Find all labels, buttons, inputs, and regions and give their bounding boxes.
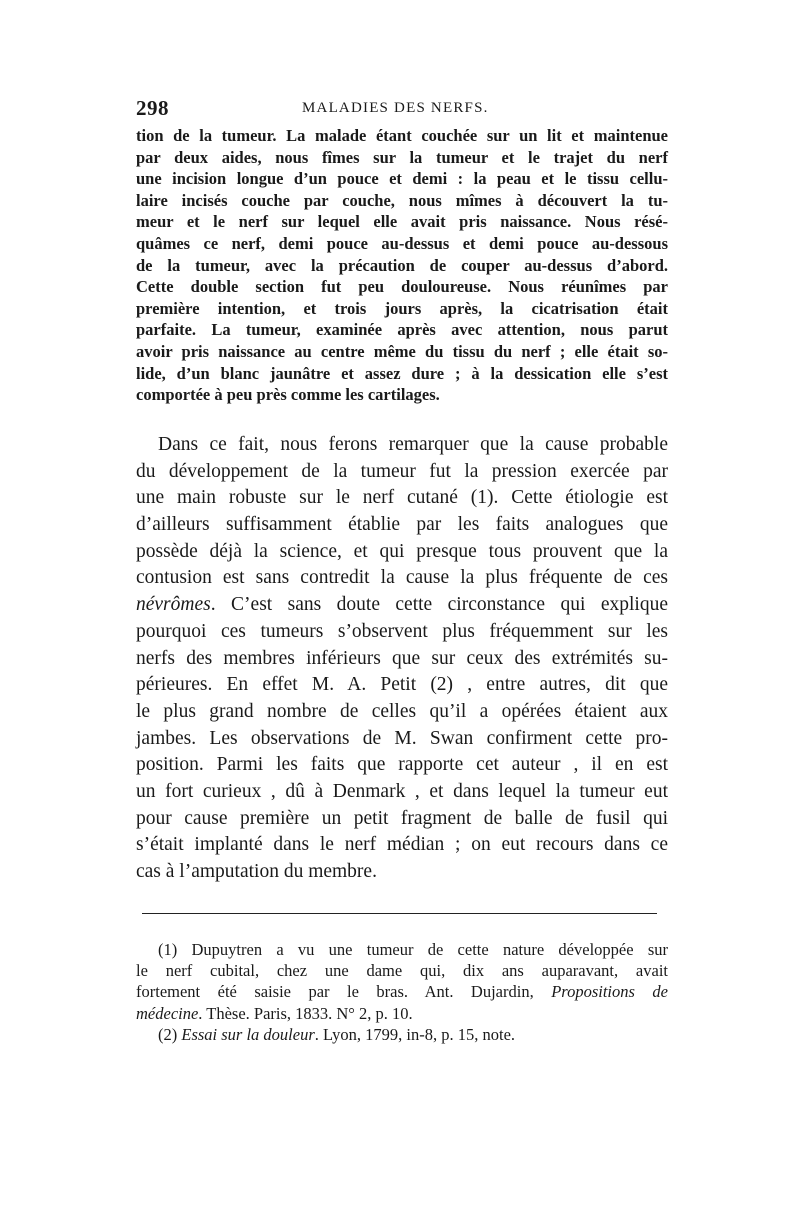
footnote-2-line bbox=[136, 1024, 668, 1045]
footnote-1-line: (1) Dupuytren a vu une tumeur de cette nature développée sur bbox=[158, 940, 668, 959]
commentary-paragraph bbox=[136, 432, 668, 886]
footnote-1-line: le nerf cubital, chez une dame qui, dix ans auparavant, avait bbox=[136, 961, 668, 981]
text-run: fortement été saisie par le bras. Ant. Dujardin, bbox=[136, 982, 552, 1002]
text-line: du développement de la tumeur fut la pression exercée par bbox=[136, 460, 668, 482]
text-line: cas à l’amputation du membre. bbox=[136, 861, 377, 882]
text-line: parfaite. La tumeur, examinée après avec attention, nous parut bbox=[136, 320, 668, 340]
italic-title: Propositions de bbox=[551, 982, 668, 1002]
text-line: laire incisés couche par couche, nous mîmes à découvert la tu- bbox=[136, 190, 668, 210]
page-header bbox=[136, 96, 666, 122]
text-line: Dans ce fait, nous ferons remarquer que la cause probable bbox=[158, 434, 668, 455]
text-run: . Thèse. Paris, 1833. N° 2, p. 10. bbox=[198, 1003, 413, 1023]
text-line: une incision longue d’un pouce et demi : la peau et le tissu cellu- bbox=[136, 169, 668, 189]
text-line: par deux aides, nous fîmes sur la tumeur et le trajet du nerf bbox=[136, 147, 668, 167]
text-line: position. Parmi les faits que rapporte cet auteur , il en est bbox=[136, 754, 668, 776]
observation-paragraph bbox=[136, 125, 668, 406]
text-line: un fort curieux , dû à Denmark , et dans lequel la tumeur eut bbox=[136, 780, 668, 802]
text-line: comportée à peu près comme les cartilages. bbox=[136, 385, 440, 405]
italic-title: médecine bbox=[136, 1003, 199, 1023]
italic-title: Essai sur la douleur bbox=[181, 1024, 315, 1044]
text-run: (2) bbox=[158, 1024, 182, 1044]
text-line: pourquoi ces tumeurs s’observent plus fréquemment sur les bbox=[136, 620, 668, 642]
text-line: périeures. En effet M. A. Petit (2) , entre autres, dit que bbox=[136, 674, 668, 696]
text-line: d’ailleurs suffisamment établie par les faits analogues que bbox=[136, 514, 668, 536]
text-line: nerfs des membres inférieurs que sur ceux des extrémités su- bbox=[136, 647, 668, 669]
text-line: Cette double section fut peu douloureuse. Nous réunîmes par bbox=[136, 277, 668, 297]
text-line: quâmes ce nerf, demi pouce au-dessus et demi pouce au-dessous bbox=[136, 233, 668, 253]
footnotes bbox=[136, 939, 668, 1045]
text-line: contusion est sans contredit la cause la plus fréquente de ces bbox=[136, 567, 668, 589]
text-line: de la tumeur, avec la précaution de couper au-dessus d’abord. bbox=[136, 255, 668, 275]
running-title: MALADIES DES NERFS. bbox=[302, 100, 489, 116]
text-line: pour cause première un petit fragment de balle de fusil qui bbox=[136, 807, 668, 829]
text-line: une main robuste sur le nerf cutané (1). Cette étiologie est bbox=[136, 487, 668, 509]
text-line: meur et le nerf sur lequel elle avait pris naissance. Nous résé- bbox=[136, 212, 668, 232]
footnote-separator bbox=[142, 913, 657, 914]
text-line bbox=[136, 592, 668, 619]
text-line: lide, d’un blanc jaunâtre et assez dure ; à la dessication elle s’est bbox=[136, 363, 668, 383]
text-run: . Lyon, 1799, in-8, p. 15, note. bbox=[314, 1024, 516, 1044]
text-line: tion de la tumeur. La malade étant couchée sur un lit et maintenue bbox=[136, 126, 668, 145]
page-number: 298 bbox=[136, 96, 169, 120]
footnote-1-line bbox=[136, 1003, 668, 1024]
footnote-1-line bbox=[136, 981, 668, 1002]
text-line: jambes. Les observations de M. Swan confirment cette pro- bbox=[136, 727, 668, 749]
text-line: avoir pris naissance au centre même du tissu du nerf ; elle était so- bbox=[136, 341, 668, 361]
text-line: s’était implanté dans le nerf médian ; on eut recours dans ce bbox=[136, 834, 668, 856]
text-run: . C’est sans doute cette circonstance qui explique bbox=[210, 594, 668, 616]
italic-term: névrômes bbox=[136, 594, 211, 616]
text-line: le plus grand nombre de celles qu’il a opérées étaient aux bbox=[136, 700, 668, 722]
text-line: première intention, et trois jours après, la cicatrisation était bbox=[136, 298, 668, 318]
text-line: possède déjà la science, et qui presque tous prouvent que la bbox=[136, 540, 668, 562]
